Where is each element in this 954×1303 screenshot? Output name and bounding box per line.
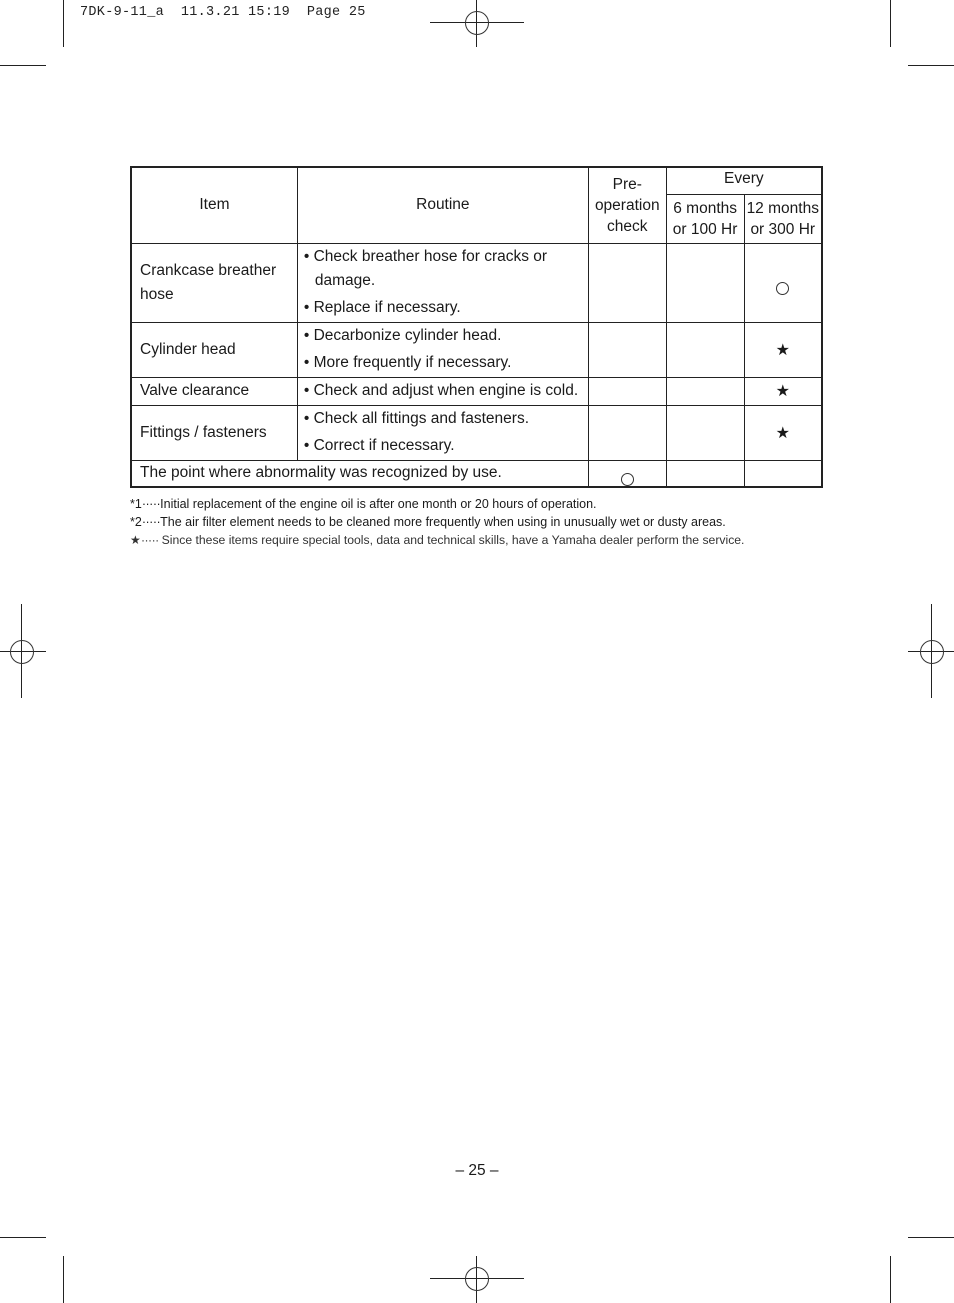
- crop-mark: [0, 65, 46, 66]
- pre-check-cell: [588, 243, 666, 322]
- header-routine: Routine: [297, 167, 588, 243]
- footnote: *1·····Initial replacement of the engine oil is after one month or 20 hours of operation.: [130, 497, 597, 511]
- item-cell: Crankcase breather hose: [131, 243, 297, 322]
- header-pre-operation-check: Pre- operation check: [588, 167, 666, 243]
- item-cell: Cylinder head: [131, 322, 297, 377]
- six-month-cell: [666, 243, 744, 322]
- circle-symbol: [776, 282, 789, 295]
- table-row: [131, 460, 822, 487]
- item-cell: Valve clearance: [131, 377, 297, 405]
- six-month-cell: [666, 377, 744, 405]
- crop-mark: [890, 0, 891, 47]
- twelve-month-cell: [744, 243, 822, 322]
- routine-cell: • Check breather hose for cracks or damage. • Replace if necessary.: [297, 243, 588, 322]
- footnotes: [130, 495, 744, 549]
- twelve-month-cell: ★: [744, 405, 822, 460]
- pre-check-cell: [588, 322, 666, 377]
- crop-mark: [890, 1256, 891, 1303]
- header-item: Item: [131, 167, 297, 243]
- header-every: Every: [666, 167, 822, 194]
- item-cell: Fittings / fasteners: [131, 405, 297, 460]
- printer-slug: 7DK-9-11_a 11.3.21 15:19 Page 25: [80, 5, 366, 20]
- maintenance-schedule-table: [130, 166, 823, 488]
- six-month-cell: [666, 405, 744, 460]
- abnormality-row-label: The point where abnormality was recognized by use.: [131, 460, 588, 487]
- table-row: [131, 405, 822, 460]
- circle-symbol: [621, 473, 634, 486]
- crop-mark: [63, 1256, 64, 1303]
- table-row: [131, 377, 822, 405]
- header-12-months: 12 months or 300 Hr: [744, 194, 822, 243]
- page-number: – 25 –: [455, 1162, 499, 1179]
- footnote: ★····· Since these items require special tools, data and technical skills, have a Yamaha dealer perform the service.: [130, 533, 745, 547]
- crop-mark: [908, 1237, 954, 1238]
- twelve-month-cell: ★: [744, 322, 822, 377]
- crop-mark: [0, 1237, 46, 1238]
- crop-mark: [908, 65, 954, 66]
- twelve-month-cell: ★: [744, 377, 822, 405]
- crop-mark: [63, 0, 64, 47]
- routine-cell: • Check and adjust when engine is cold.: [297, 377, 588, 405]
- six-month-cell: [666, 460, 744, 487]
- header-6-months: 6 months or 100 Hr: [666, 194, 744, 243]
- six-month-cell: [666, 322, 744, 377]
- table-row: [131, 322, 822, 377]
- routine-cell: • Check all fittings and fasteners. • Correct if necessary.: [297, 405, 588, 460]
- pre-check-cell: [588, 377, 666, 405]
- routine-cell: • Decarbonize cylinder head. • More frequently if necessary.: [297, 322, 588, 377]
- footnote: *2·····The air filter element needs to be cleaned more frequently when using in unusually wet or dusty areas.: [130, 515, 726, 529]
- twelve-month-cell: [744, 460, 822, 487]
- table-row: [131, 243, 822, 322]
- pre-check-cell: [588, 405, 666, 460]
- pre-check-cell: [588, 460, 666, 487]
